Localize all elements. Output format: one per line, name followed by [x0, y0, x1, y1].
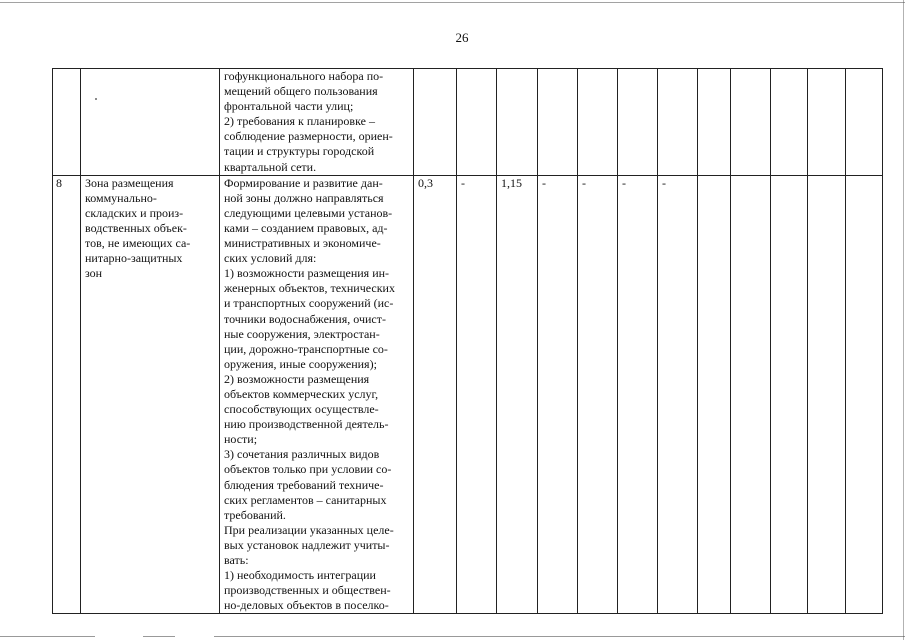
scan-right-edge	[903, 0, 904, 640]
description-line: соблюдение размерности, ориен-	[224, 129, 393, 144]
description-line: квартальной сети.	[224, 159, 317, 174]
table-row-continuation	[53, 69, 883, 176]
zone-name-cell	[81, 175, 220, 614]
scan-top-line	[0, 2, 905, 3]
value-cell	[808, 175, 846, 614]
value-cell	[698, 69, 731, 176]
value-cell: 1,15	[497, 175, 538, 614]
value-cell	[846, 69, 883, 176]
scan-bottom-line-left	[0, 636, 95, 637]
value-cell	[414, 69, 457, 176]
description-line: объектов коммерческих услуг,	[224, 386, 379, 401]
description-line: гофункционального набора по-	[224, 69, 384, 83]
description-line: ные сооружения, электростан-	[224, 326, 380, 341]
description-line: способствующих осуществле-	[224, 402, 379, 417]
zone-name-line: коммунально-	[85, 190, 157, 205]
description-line: блюдения требований техниче-	[224, 477, 384, 492]
value-cell: 0,3	[414, 175, 457, 614]
description-cell	[220, 69, 414, 176]
zone-name-line: водственных объек-	[85, 220, 187, 235]
description-line: фронтальной части улиц;	[224, 99, 354, 114]
value-cell: -	[457, 175, 497, 614]
value-cell	[658, 69, 698, 176]
description-line: вых установок надлежит учиты-	[224, 537, 390, 552]
value-cell: -	[538, 175, 578, 614]
description-line: производственных и обществен-	[224, 583, 391, 598]
scan-bottom-line-right	[214, 636, 905, 637]
zone-name-line: складских и произ-	[85, 205, 184, 220]
zone-name-line: зон	[85, 266, 103, 281]
description-line: 2) возможности размещения	[224, 371, 370, 386]
description-line: женерных объектов, технических	[224, 281, 395, 296]
description-line: ции, дорожно-транспортные со-	[224, 341, 388, 356]
description-line: 2) требования к планировке –	[224, 114, 375, 129]
description-line: следующими целевыми установ-	[224, 205, 393, 220]
description-line: 1) возможности размещения ин-	[224, 266, 390, 281]
zone-name-line: тов, не имеющих са-	[85, 236, 191, 251]
description-line: мещений общего пользования	[224, 84, 378, 99]
description-line: При реализации указанных целе-	[224, 522, 394, 537]
value-cell: -	[658, 175, 698, 614]
value-cell: -	[618, 175, 658, 614]
description-line: нию производственной деятель-	[224, 417, 389, 432]
description-line: требований.	[224, 507, 286, 522]
description-line: Формирование и развитие дан-	[224, 175, 383, 190]
value-cell	[846, 175, 883, 614]
table-row-zone-8	[53, 175, 883, 614]
description-line: вать:	[224, 553, 249, 567]
description-line: точники водоснабжения, очист-	[224, 311, 386, 326]
description-line: ских регламентов – санитарных	[224, 492, 387, 507]
zones-table	[52, 68, 883, 614]
zone-name-cell	[81, 69, 220, 176]
description-line: 3) сочетания различных видов	[224, 447, 380, 462]
description-cell	[220, 175, 414, 614]
value-cell	[808, 69, 846, 176]
zone-name-line: Зона размещения	[85, 175, 174, 190]
description-line: министративных и экономиче-	[224, 236, 381, 251]
value-cell	[771, 175, 808, 614]
value-cell	[771, 69, 808, 176]
value-cell: -	[578, 175, 618, 614]
description-line: ских условий для:	[224, 251, 317, 266]
description-line: ками – созданием правовых, ад-	[224, 220, 388, 235]
description-line: ной зоны должно направляться	[224, 190, 384, 205]
value-cell	[731, 175, 771, 614]
description-line: объектов только при условии со-	[224, 462, 392, 477]
page-number: 26	[455, 30, 469, 45]
description-line: ности;	[224, 432, 258, 447]
value-cell	[731, 69, 771, 176]
description-line: оружения, иные сооружения);	[224, 356, 377, 371]
value-cell	[538, 69, 578, 176]
description-line: но-деловых объектов в поселко-	[224, 598, 389, 613]
description-line: и транспортных сооружений (ис-	[224, 296, 394, 311]
row-number-cell	[53, 69, 81, 176]
value-cell	[618, 69, 658, 176]
row-number-cell: 8	[53, 175, 81, 614]
description-line: 1) необходимость интеграции	[224, 568, 376, 583]
description-line: тации и структуры городской	[224, 144, 375, 159]
zone-name-line: нитарно-защитных	[85, 251, 183, 266]
value-cell	[497, 69, 538, 176]
value-cell	[698, 175, 731, 614]
value-cell	[578, 69, 618, 176]
scan-bottom-line-mid	[143, 636, 175, 637]
value-cell	[457, 69, 497, 176]
